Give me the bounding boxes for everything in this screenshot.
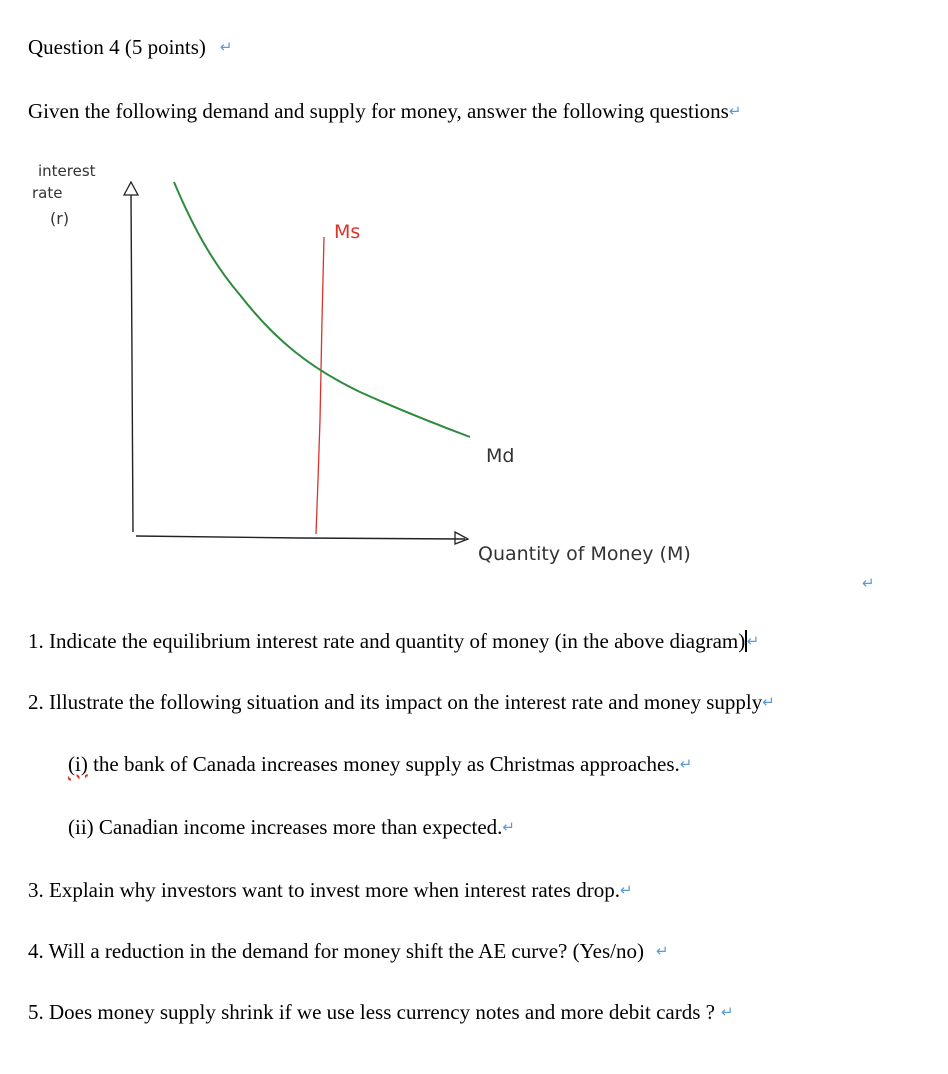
item-2-ii xyxy=(68,814,515,840)
return-mark-icon: ↵ xyxy=(502,818,515,836)
return-mark-after-diagram xyxy=(856,570,875,596)
x-axis-arrow-icon xyxy=(455,532,468,544)
return-mark-icon: ↵ xyxy=(219,38,233,56)
money-supply-curve xyxy=(316,237,324,534)
return-mark-icon: ↵ xyxy=(746,632,760,650)
item-1 xyxy=(28,628,759,654)
item-2-i xyxy=(68,751,692,777)
return-mark-icon: ↵ xyxy=(679,755,693,773)
return-mark-icon: ↵ xyxy=(721,1003,734,1021)
return-mark-icon: ↵ xyxy=(728,102,742,120)
y-axis-label-line1: interest xyxy=(38,162,96,180)
item-4 xyxy=(28,938,669,964)
item-2-text: 2. Illustrate the following situation and its impact on the interest rate and money supply xyxy=(28,690,763,714)
y-axis xyxy=(131,195,133,532)
item-2 xyxy=(28,689,775,715)
money-demand-label: Md xyxy=(486,445,515,467)
item-5-text: 5. Does money supply shrink if we use less currency notes and more debit cards ? xyxy=(28,1000,715,1024)
money-market-diagram xyxy=(0,140,948,600)
question-title xyxy=(28,34,232,60)
item-4-text: 4. Will a reduction in the demand for money shift the AE curve? (Yes/no) xyxy=(28,939,644,963)
return-mark-icon: ↵ xyxy=(619,881,633,899)
item-1-text: 1. Indicate the equilibrium interest rate and quantity of money (in the above diagram) xyxy=(28,629,746,653)
item-3-text: 3. Explain why investors want to invest more when interest rates drop. xyxy=(28,878,620,902)
item-2-i-text: the bank of Canada increases money supply as Christmas approaches. xyxy=(87,752,680,776)
item-3 xyxy=(28,877,633,903)
y-axis-label-line2: rate xyxy=(32,184,63,202)
question-title-text: Question 4 (5 points) xyxy=(28,35,206,59)
y-axis-label-line3: (r) xyxy=(50,209,70,228)
question-intro-text: Given the following demand and supply for money, answer the following questions xyxy=(28,99,729,123)
return-mark-icon: ↵ xyxy=(656,942,669,960)
return-mark-icon: ↵ xyxy=(862,574,875,592)
item-5 xyxy=(28,999,734,1025)
return-mark-icon: ↵ xyxy=(762,693,775,711)
x-axis xyxy=(136,536,465,539)
x-axis-label: Quantity of Money (M) xyxy=(478,543,691,565)
y-axis-arrow-icon xyxy=(124,182,138,195)
item-2-i-prefix: (i) xyxy=(68,752,88,776)
item-2-ii-text: (ii) Canadian income increases more than expected. xyxy=(68,815,503,839)
money-supply-label: Ms xyxy=(334,221,361,243)
question-intro xyxy=(28,98,741,124)
